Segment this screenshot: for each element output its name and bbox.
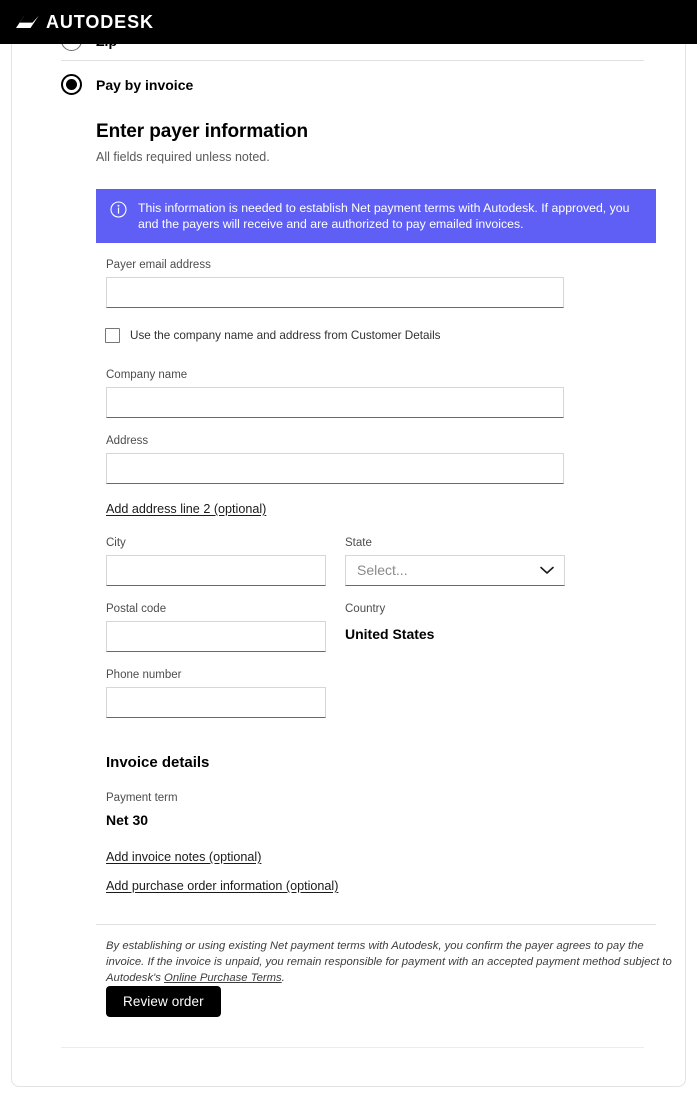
- legal-text-after: .: [281, 972, 285, 985]
- payer-email-label: Payer email address: [106, 259, 211, 271]
- postal-code-input[interactable]: [106, 621, 326, 652]
- company-name-label: Company name: [106, 369, 188, 381]
- state-select-value: Select...: [357, 562, 408, 579]
- checkout-card: [11, 0, 686, 1087]
- page-subtitle: All fields required unless noted.: [96, 150, 270, 164]
- use-customer-details-row[interactable]: [105, 328, 441, 343]
- state-field: [345, 537, 565, 586]
- payment-method-pay-by-invoice-label: Pay by invoice: [96, 76, 194, 93]
- address-label: Address: [106, 435, 149, 447]
- state-label: State: [345, 537, 372, 549]
- legal-text-before: By establishing or using existing Net payment terms with Autodesk, you confirm the payer agrees to pay the invoice. If the invoice is unpaid, you remain responsible for payment with an accepted payment method subject to Autodesk's: [106, 940, 672, 985]
- address-input[interactable]: [106, 453, 564, 484]
- postal-code-label: Postal code: [106, 603, 167, 615]
- payment-method-pay-by-invoice[interactable]: [61, 74, 193, 95]
- add-purchase-order-link[interactable]: Add purchase order information (optional): [106, 879, 339, 893]
- payer-email-field: [106, 259, 564, 308]
- legal-disclaimer: [106, 938, 675, 986]
- app-header: [0, 0, 697, 44]
- footer-divider: [96, 924, 656, 925]
- chevron-down-icon: [540, 566, 554, 575]
- autodesk-logo-icon: [16, 13, 40, 31]
- phone-number-field: [106, 669, 326, 718]
- city-input[interactable]: [106, 555, 326, 586]
- add-address-line-2-link[interactable]: Add address line 2 (optional): [106, 502, 267, 516]
- company-name-input[interactable]: [106, 387, 564, 418]
- phone-number-input[interactable]: [106, 687, 326, 718]
- country-field: [345, 603, 565, 642]
- city-label: City: [106, 537, 126, 549]
- brand-wordmark: AUTODESK: [46, 12, 154, 32]
- radio-selected-icon[interactable]: [61, 74, 82, 95]
- payment-term-label: Payment term: [106, 792, 178, 804]
- payer-email-input[interactable]: [106, 277, 564, 308]
- postal-code-field: [106, 603, 326, 652]
- bottom-divider: [61, 1047, 644, 1048]
- payment-term-value: Net 30: [106, 811, 149, 828]
- payment-term-field: [106, 792, 326, 828]
- review-order-button[interactable]: Review order: [106, 986, 221, 1017]
- invoice-details-title: Invoice details: [106, 754, 210, 771]
- add-invoice-notes-link[interactable]: Add invoice notes (optional): [106, 850, 262, 864]
- phone-number-label: Phone number: [106, 669, 182, 681]
- divider: [61, 60, 644, 61]
- info-banner-text: This information is needed to establish Net payment terms with Autodesk. If approved, you and the payers will receive and are authorized to pay emailed invoices.: [138, 201, 630, 232]
- state-select[interactable]: [345, 555, 565, 586]
- company-name-field: [106, 369, 564, 418]
- address-field: [106, 435, 564, 484]
- use-customer-details-checkbox[interactable]: [105, 328, 120, 343]
- autodesk-logo[interactable]: [16, 12, 154, 32]
- online-purchase-terms-link[interactable]: Online Purchase Terms: [164, 972, 282, 985]
- info-circle-icon: [110, 201, 127, 218]
- info-banner: [96, 189, 656, 243]
- page-title: Enter payer information: [96, 121, 309, 142]
- use-customer-details-label: Use the company name and address from Customer Details: [130, 329, 441, 342]
- country-value: United States: [345, 625, 435, 642]
- country-label: Country: [345, 603, 386, 615]
- city-field: [106, 537, 326, 586]
